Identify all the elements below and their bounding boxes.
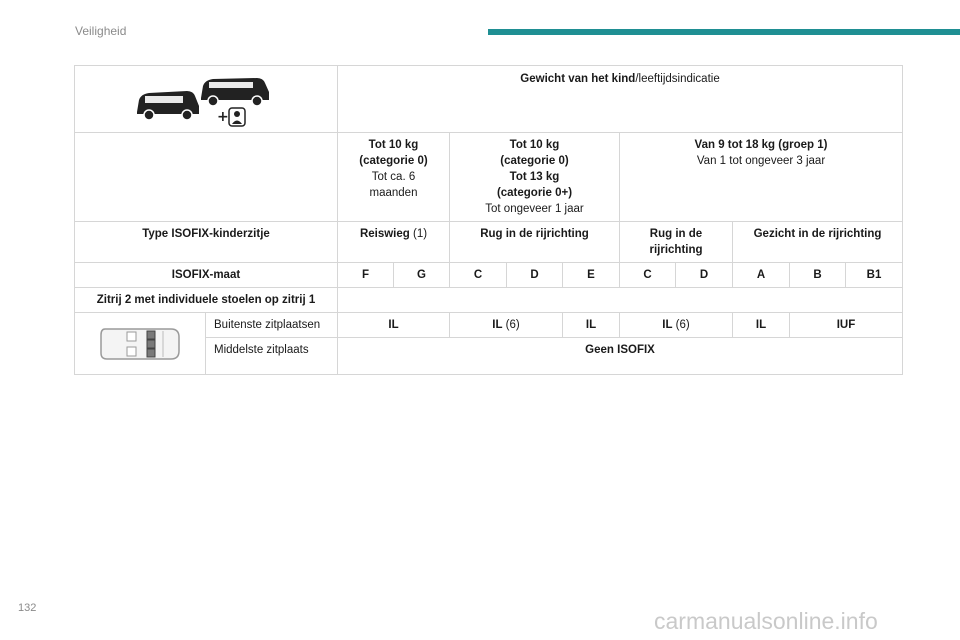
weight-group-2: Van 9 tot 18 kg (groep 1) Van 1 tot ongeveer 3 jaar	[620, 133, 903, 222]
outer-v1: IL	[338, 313, 450, 338]
van-icon	[137, 91, 199, 120]
size-cell: C	[620, 263, 676, 288]
size-label: ISOFIX-maat	[75, 263, 338, 288]
size-cell: F	[338, 263, 394, 288]
section-label: Veiligheid	[75, 24, 127, 38]
van-icon	[201, 78, 269, 106]
empty-cell	[75, 133, 338, 222]
size-cell: B1	[846, 263, 903, 288]
middle-seat-label: Middelste zitplaats	[206, 338, 338, 375]
type-gezicht: Gezicht in de rijrichting	[733, 222, 903, 263]
car-seat-plan-icon	[97, 323, 183, 363]
size-cell: G	[394, 263, 450, 288]
middle-seat-value: Geen ISOFIX	[338, 338, 903, 375]
size-cell: D	[507, 263, 563, 288]
empty-cell	[338, 288, 903, 313]
vehicle-icons-cell	[75, 66, 338, 133]
seat-plan-cell	[75, 313, 206, 375]
svg-text:+: +	[217, 109, 229, 125]
watermark: carmanualsonline.info	[654, 608, 878, 634]
child-seat-icon	[229, 108, 245, 126]
type-rug-1: Rug in de rijrichting	[450, 222, 620, 263]
outer-v3: IL	[563, 313, 620, 338]
outer-v6: IUF	[790, 313, 903, 338]
page-number: 132	[18, 602, 37, 614]
vans-child-icon	[131, 76, 281, 128]
size-cell: D	[676, 263, 733, 288]
outer-v2: IL (6)	[450, 313, 563, 338]
size-cell: E	[563, 263, 620, 288]
weight-group-1: Tot 10 kg (categorie 0) Tot 13 kg (categorie 0+) Tot ongeveer 1 jaar	[450, 133, 620, 222]
weight-group-0: Tot 10 kg (categorie 0) Tot ca. 6 maanden	[338, 133, 450, 222]
type-reiswieg: Reiswieg (1)	[338, 222, 450, 263]
size-cell: C	[450, 263, 507, 288]
type-rug-2: Rug in de rijrichting	[620, 222, 733, 263]
type-label: Type ISOFIX-kinderzitje	[75, 222, 338, 263]
outer-v5: IL	[733, 313, 790, 338]
isofix-table	[74, 65, 903, 375]
outer-seats-label: Buitenste zitplaatsen	[206, 313, 338, 338]
zitrij-label: Zitrij 2 met individuele stoelen op zitrij 1	[75, 288, 338, 313]
header-accent-bar	[488, 29, 960, 35]
outer-v4: IL (6)	[620, 313, 733, 338]
weight-header: Gewicht van het kind/leeftijdsindicatie	[338, 66, 903, 133]
size-cell: B	[790, 263, 846, 288]
size-cell: A	[733, 263, 790, 288]
